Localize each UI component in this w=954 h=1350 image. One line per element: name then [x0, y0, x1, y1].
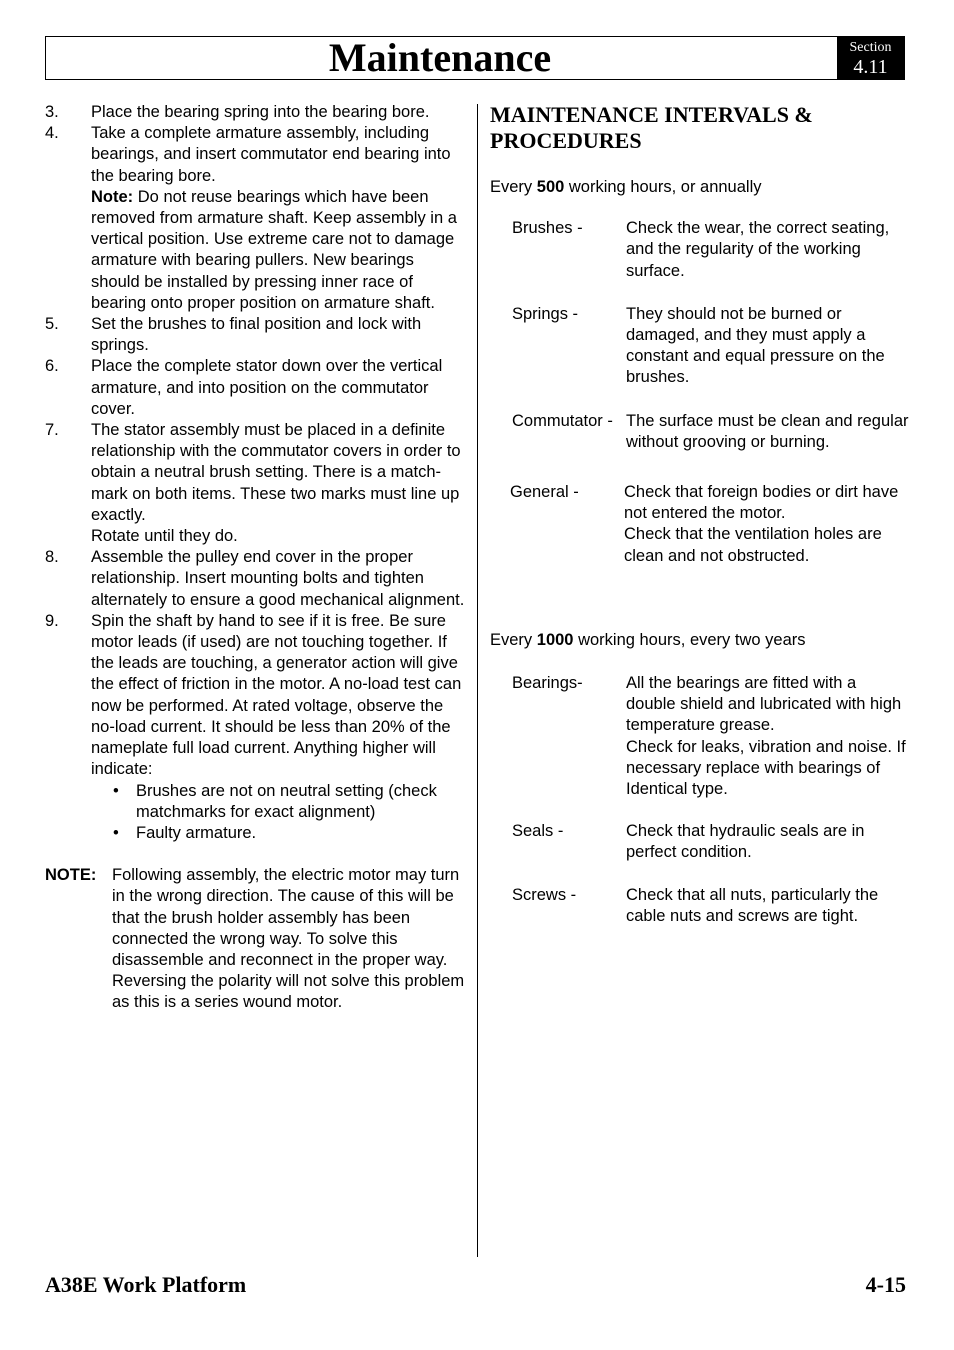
section-badge [837, 37, 904, 79]
step-number: 9. [45, 611, 59, 630]
item-term: Commutator - [512, 411, 613, 430]
assembly-note [45, 865, 465, 1013]
note-label: Note: [91, 187, 134, 206]
list-item [91, 781, 465, 823]
bullet-text: Faulty armature. [136, 823, 257, 842]
note-label: NOTE: [45, 866, 97, 885]
item-desc-extra: Check that the ventilation holes are clean and not obstructed. [624, 525, 882, 565]
bullet-icon: • [113, 781, 119, 800]
step-number: 8. [45, 548, 59, 567]
interval-500 [490, 177, 910, 198]
step-7 [45, 420, 465, 547]
section-heading [490, 102, 910, 154]
step-8 [45, 547, 465, 611]
item-term: Seals - [512, 822, 564, 841]
step-number: 4. [45, 124, 59, 143]
step-text: Take a complete armature assembly, including bearings, and insert commutator end bearing into the bearing bore. [91, 124, 451, 185]
column-divider [477, 104, 478, 1257]
heading-line: MAINTENANCE INTERVALS & [490, 102, 813, 127]
interval-suffix: working hours, every two years [573, 630, 806, 649]
page-header [45, 36, 905, 80]
step-text-extra: Rotate until they do. [91, 527, 238, 546]
bullet-list [91, 781, 465, 845]
step-text: Place the complete stator down over the vertical armature, and into position on the commutator cover. [91, 357, 443, 418]
note-text: Do not reuse bearings which have been removed from armature shaft. Keep assembly in a vertical position. Use extreme care not to damage armature with bearing pullers. New bearings should be installed by pressing inner race of bearing onto proper position on armature shaft. [91, 187, 457, 312]
footer-page-number: 4-15 [865, 1272, 906, 1297]
item-desc: Check the wear, the correct seating, and the regularity of the working surface. [626, 219, 890, 280]
interval-1000 [490, 630, 910, 651]
item-springs [490, 304, 910, 389]
item-term: Bearings- [512, 674, 583, 693]
step-4 [45, 123, 465, 314]
step-text: Place the bearing spring into the bearing bore. [91, 103, 430, 121]
step-5 [45, 314, 465, 356]
bullet-text: Brushes are not on neutral setting (check matchmarks for exact alignment) [136, 781, 437, 821]
step-note [91, 187, 465, 314]
step-number: 5. [45, 315, 59, 334]
item-bearings [490, 673, 910, 800]
item-seals [490, 821, 910, 863]
item-desc: The surface must be clean and regular without grooving or burning. [626, 411, 909, 451]
item-general [490, 482, 910, 567]
item-desc-extra: Check for leaks, vibration and noise. If necessary replace with bearings of Identical type. [626, 737, 906, 799]
item-term: Springs - [512, 304, 579, 323]
step-number: 3. [45, 103, 59, 121]
item-desc: They should not be burned or damaged, and they must apply a constant and equal pressure on the brushes. [626, 304, 885, 387]
step-6 [45, 356, 465, 420]
step-number: 7. [45, 421, 59, 440]
section-number: 4.11 [853, 56, 888, 78]
footer-product-name: A38E Work Platform [45, 1272, 247, 1297]
item-term: Screws - [512, 885, 577, 904]
page-title: Maintenance [328, 35, 552, 80]
item-term: General - [510, 483, 579, 502]
interval-prefix: Every [490, 630, 537, 649]
item-desc: All the bearings are fitted with a double shield and lubricated with high temperature grease. [626, 674, 902, 735]
item-term: Brushes - [512, 219, 583, 238]
step-number: 6. [45, 357, 59, 376]
step-9 [45, 611, 465, 844]
section-label: Section [849, 40, 892, 55]
item-desc: Check that foreign bodies or dirt have not entered the motor. [624, 483, 899, 523]
interval-hours: 500 [536, 178, 565, 196]
step-text: The stator assembly must be placed in a definite relationship with the commutator covers in order to obtain a neutral brush setting. There is a match-mark on both items. These two marks must line up exactly. [91, 421, 461, 524]
item-desc: Check that hydraulic seals are in perfect condition. [626, 822, 865, 862]
interval-prefix: Every [490, 178, 537, 196]
step-text: Set the brushes to final position and lock with springs. [91, 315, 422, 355]
list-item [91, 823, 465, 844]
interval-hours: 1000 [536, 630, 574, 649]
item-brushes [490, 218, 910, 282]
step-text: Spin the shaft by hand to see if it is free. Be sure motor leads (if used) are not touching together. If the leads are touching, a generator action will give the effect of friction in the motor. A no-load test can now be performed. At rated voltage, observe the no-load current. It should be less than 20% of the nameplate full load current. Anything higher will indicate: [91, 611, 462, 779]
bullet-icon: • [113, 823, 119, 842]
left-column [45, 102, 465, 1014]
right-column [490, 102, 910, 927]
step-3 [45, 102, 465, 123]
step-text: Assemble the pulley end cover in the proper relationship. Insert mounting bolts and tighten alternately to ensure a good mechanical alignment. [91, 548, 465, 609]
heading-line: PROCEDURES [490, 128, 642, 153]
interval-suffix: working hours, or annually [564, 178, 762, 196]
item-screws [490, 885, 910, 927]
item-desc: Check that all nuts, particularly the cable nuts and screws are tight. [626, 885, 879, 925]
item-commutator [490, 411, 910, 453]
note-text: Following assembly, the electric motor may turn in the wrong direction. The cause of this will be that the brush holder assembly has been connected the wrong way. To solve this disassemble and reconnect in the proper way. Reversing the polarity will not solve this problem as this is a series wound motor. [112, 866, 465, 1012]
